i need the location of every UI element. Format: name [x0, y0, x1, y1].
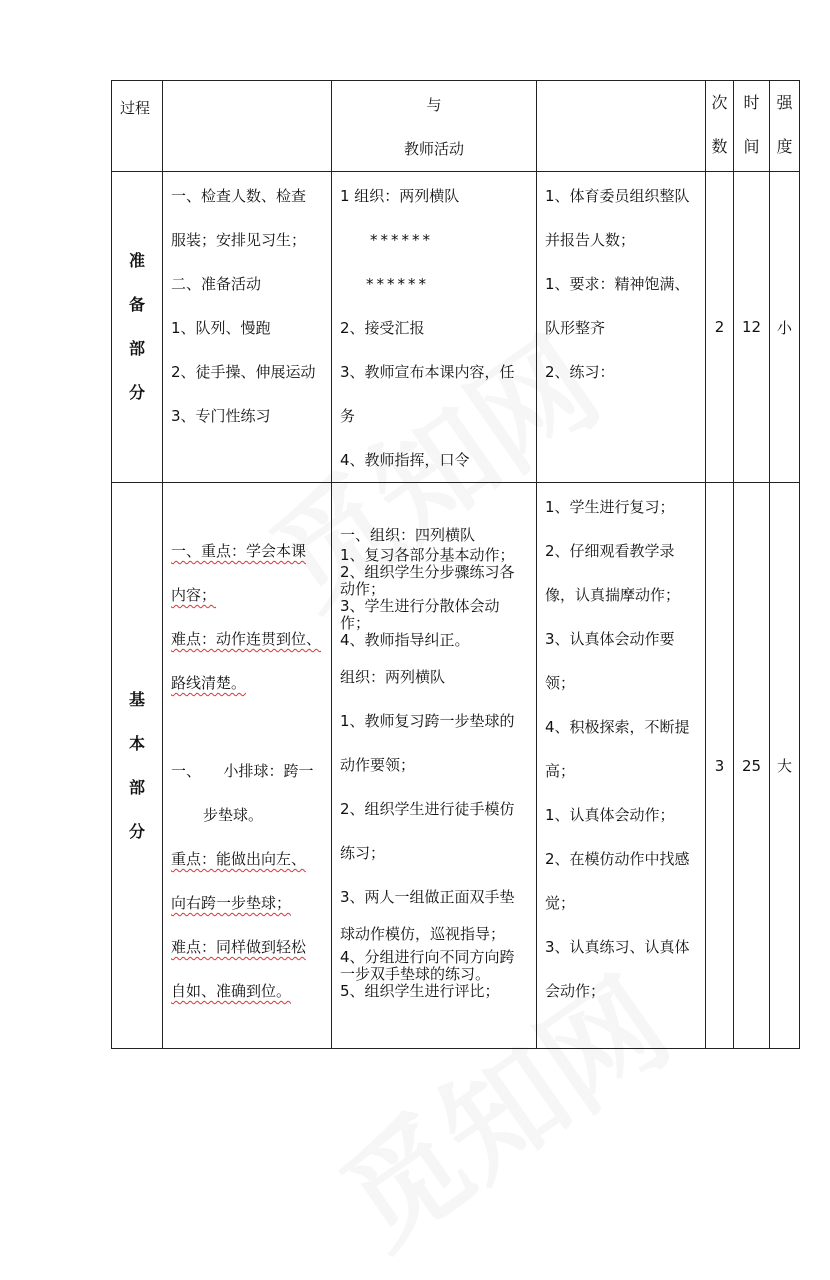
main-teacher: 一、组织：四列横队 1、复习各部分基本动作； 2、组织学生分步骤练习各动作； 3、学生进行分散体会动作； 4、教师指导纠正。 组织：两列横队 1、教师复习跨一步垫球的 动作要领； 2、组织学生进行徒手模仿 练习； 3、两人一组做正面双手垫 球动作模仿，巡视指导； 4、分组进行向不同方向跨一步双手垫球的练习。 5、组织学生进行评比；	[332, 483, 537, 1049]
header-intensity: 强 度	[770, 81, 800, 172]
prep-student: 1、体育委员组织整队 并报告人数； 1、要求：精神饱满、 队形整齐 2、练习：	[537, 172, 706, 483]
prep-teacher: 1 组织：两列横队 ****** ****** 2、接受汇报 3、教师宣布本课内容，任 务 4、教师指挥，口令	[332, 172, 537, 483]
header-teacher-top: 与	[426, 96, 442, 114]
main-time: 25	[734, 483, 770, 1049]
header-time: 时 间	[734, 81, 770, 172]
prep-content: 一、检查人数、检查 服装；安排见习生； 二、准备活动 1、队列、慢跑 2、徒手操、伸展运动 3、专门性练习	[163, 172, 332, 483]
main-row	[112, 483, 800, 1049]
prep-count: 2	[706, 172, 734, 483]
header-teacher	[332, 81, 537, 172]
main-intensity: 大	[770, 483, 800, 1049]
header-count: 次 数	[706, 81, 734, 172]
lesson-plan-table	[111, 80, 800, 1049]
prep-intensity: 小	[770, 172, 800, 483]
header-process	[112, 81, 163, 172]
prep-label: 准 备 部 分	[112, 172, 163, 483]
main-count: 3	[706, 483, 734, 1049]
header-teacher-label: 教师活动	[403, 140, 464, 158]
main-label: 基 本 部 分	[112, 483, 163, 1049]
header-row	[112, 81, 800, 172]
main-content: 一、重点：学会本课 内容； 难点：动作连贯到位、 路线清楚。 一、 小排球：跨一 步垫球。 重点：能做出向左、 向右跨一步垫球； 难点：同样做到轻松 自如、准确到位。	[163, 483, 332, 1049]
prep-time: 12	[734, 172, 770, 483]
prep-row	[112, 172, 800, 483]
header-col4	[537, 81, 706, 172]
main-student: 1、学生进行复习； 2、仔细观看教学录 像，认真揣摩动作； 3、认真体会动作要 领； 4、积极探索，不断提 高； 1、认真体会动作； 2、在模仿动作中找感 觉； 3、认真练习、认真体 会动作；	[537, 483, 706, 1049]
header-col2	[163, 81, 332, 172]
header-process-label: 过程	[120, 99, 151, 117]
